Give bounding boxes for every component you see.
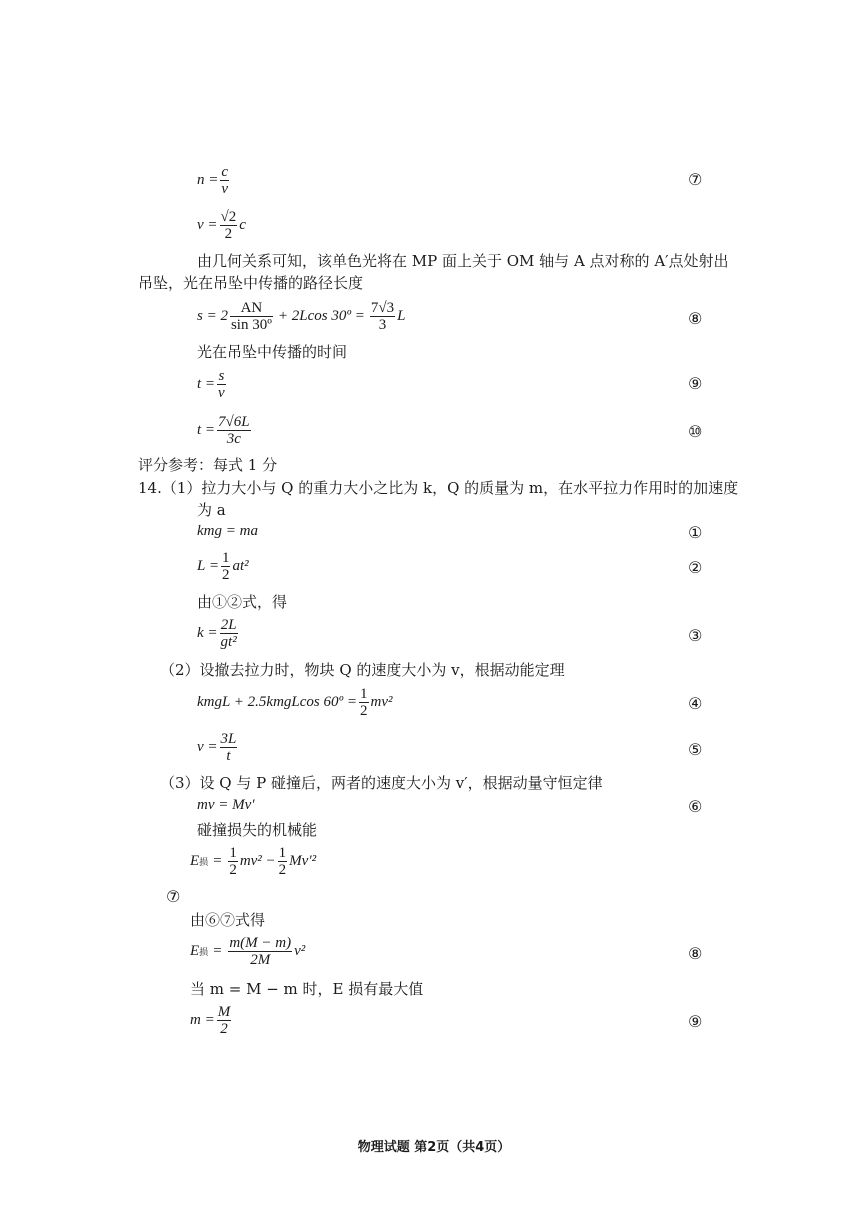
equation-mark: ③ [688, 626, 703, 645]
equation-7: E 损 = $\frac{1}{2}$ mv² − $\frac{1}{2}$ Mv′² [190, 845, 317, 878]
question-intro: 14.（1）拉力大小与 Q 的重力大小之比为 k，Q 的质量为 m，在水平拉力作用时的加速度 [138, 479, 739, 497]
equation-mark: ⑥ [688, 797, 703, 816]
equation-mark: ① [688, 523, 703, 542]
equation-6: mv = Mv′ [197, 797, 255, 813]
equation-t-result: t = $\frac{7√6L}{3c}$ [197, 414, 250, 447]
equation-mark: ② [688, 558, 703, 577]
equation-mark: ⑤ [688, 740, 703, 759]
equation-mark: ④ [688, 694, 703, 713]
question-part: （2）设撤去拉力时，物块 Q 的速度大小为 v，根据动能定理 [160, 661, 565, 679]
paragraph-line: 由①②式，得 [197, 593, 288, 611]
equation-9: m = $\frac{M}{2}$ [190, 1004, 231, 1037]
equation-mark: ⑦ [688, 170, 703, 189]
equation-v: v = $\frac{√2}{2}$ c [197, 209, 246, 242]
question-part: （3）设 Q 与 P 碰撞后，两者的速度大小为 v′，根据动量守恒定律 [160, 774, 603, 792]
equation-8: E 损 = $\frac{m(M - m)}{2M}$ v² [190, 935, 306, 968]
paragraph-line: 光在吊坠中传播的时间 [197, 343, 348, 361]
paragraph-line: 吊坠，光在吊坠中传播的路径长度 [138, 274, 364, 292]
paragraph-line: 由几何关系可知，该单色光将在 MP 面上关于 OM 轴与 A 点对称的 A′点处射出 [197, 252, 729, 270]
equation-mark: ⑩ [688, 422, 703, 441]
paragraph-line: 当 m = M − m 时，E 损有最大值 [190, 980, 424, 998]
equation-n: n = $\frac{c}{v}$ [197, 164, 229, 197]
equation-mark: ⑦ [166, 887, 181, 906]
equation-mark: ⑧ [688, 309, 703, 328]
equation-mark: ⑨ [688, 1012, 703, 1031]
equation-3: k = $\frac{2L}{\text{gt²}}$ [197, 617, 237, 650]
equation-5: v = $\frac{3L}{t}$ [197, 731, 237, 764]
equation-2: L = $\frac{1}{2}$ at² [197, 550, 249, 583]
equation-mark: ⑨ [688, 374, 703, 393]
equation-1: kmg = ma [197, 523, 258, 539]
equation-s: s = 2 $\frac{AN}{\text{sin 30º}}$ + 2Lcos 30º = $\frac{7√3}{3}$ L [197, 300, 406, 333]
equation-4: kmgL + 2.5kmgLcos 60º = $\frac{1}{2}$ mv² [197, 686, 393, 719]
question-intro: 为 a [197, 501, 226, 519]
paragraph-line: 由⑥⑦式得 [190, 911, 266, 929]
equation-mark: ⑧ [688, 944, 703, 963]
paragraph-line: 碰撞损失的机械能 [197, 821, 318, 839]
page-footer: 物理试题 第2页（共4页） [357, 1140, 511, 1155]
score-note: 评分参考：每式 1 分 [138, 456, 278, 474]
equation-t: t = $\frac{s}{v}$ [197, 368, 225, 401]
